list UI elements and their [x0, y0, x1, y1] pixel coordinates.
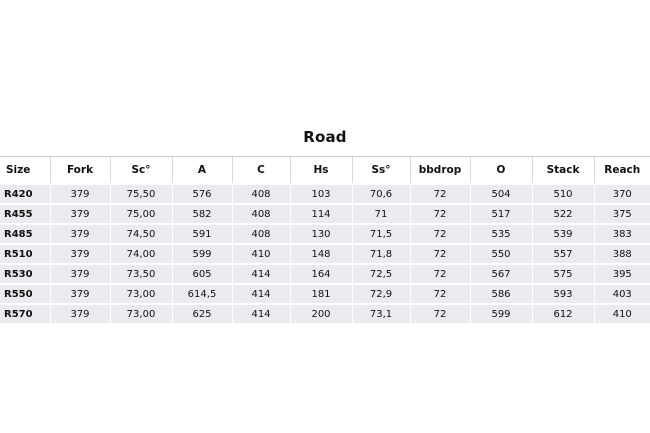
table-cell: 72 — [410, 204, 470, 224]
table-cell: 72,5 — [352, 264, 410, 284]
table-cell: 72 — [410, 184, 470, 204]
table-cell: 73,00 — [110, 284, 172, 304]
table-cell: 70,6 — [352, 184, 410, 204]
table-cell: 379 — [50, 264, 110, 284]
column-header-o: O — [470, 157, 532, 185]
column-header-reach: Reach — [594, 157, 650, 185]
table-cell: 383 — [594, 224, 650, 244]
table-row — [0, 264, 650, 284]
table-cell: 517 — [470, 204, 532, 224]
geometry-table — [0, 156, 650, 323]
table-cell: 130 — [290, 224, 352, 244]
table-cell: 72,9 — [352, 284, 410, 304]
size-cell: R510 — [0, 244, 50, 264]
table-row — [0, 284, 650, 304]
size-cell: R485 — [0, 224, 50, 244]
table-cell: 408 — [232, 184, 290, 204]
table-cell: 408 — [232, 204, 290, 224]
table-cell: 504 — [470, 184, 532, 204]
table-cell: 599 — [172, 244, 232, 264]
table-cell: 375 — [594, 204, 650, 224]
column-header-a: A — [172, 157, 232, 185]
column-header-fork: Fork — [50, 157, 110, 185]
table-title: Road — [303, 128, 347, 146]
table-cell: 103 — [290, 184, 352, 204]
table-cell: 567 — [470, 264, 532, 284]
size-cell: R570 — [0, 304, 50, 323]
table-cell: 72 — [410, 264, 470, 284]
column-header-stack: Stack — [532, 157, 594, 185]
table-cell: 550 — [470, 244, 532, 264]
table-cell: 599 — [470, 304, 532, 323]
table-cell: 72 — [410, 304, 470, 323]
table-cell: 625 — [172, 304, 232, 323]
table-cell: 73,50 — [110, 264, 172, 284]
table-cell: 414 — [232, 284, 290, 304]
table-cell: 75,00 — [110, 204, 172, 224]
table-row — [0, 204, 650, 224]
table-cell: 379 — [50, 284, 110, 304]
table-cell: 535 — [470, 224, 532, 244]
table-row — [0, 244, 650, 264]
table-cell: 164 — [290, 264, 352, 284]
table-cell: 576 — [172, 184, 232, 204]
table-cell: 403 — [594, 284, 650, 304]
column-header-c: C — [232, 157, 290, 185]
table-cell: 414 — [232, 304, 290, 323]
table-row — [0, 184, 650, 204]
table-cell: 72 — [410, 284, 470, 304]
table-cell: 612 — [532, 304, 594, 323]
size-cell: R420 — [0, 184, 50, 204]
table-cell: 522 — [532, 204, 594, 224]
table-cell: 370 — [594, 184, 650, 204]
table-cell: 71,5 — [352, 224, 410, 244]
table-cell: 379 — [50, 244, 110, 264]
table-cell: 557 — [532, 244, 594, 264]
table-cell: 388 — [594, 244, 650, 264]
column-header-bbdrop: bbdrop — [410, 157, 470, 185]
table-cell: 72 — [410, 244, 470, 264]
size-cell: R530 — [0, 264, 50, 284]
table-cell: 408 — [232, 224, 290, 244]
table-cell: 591 — [172, 224, 232, 244]
table-row — [0, 304, 650, 323]
column-header-hs: Hs — [290, 157, 352, 185]
table-cell: 410 — [232, 244, 290, 264]
table-cell: 148 — [290, 244, 352, 264]
table-cell: 510 — [532, 184, 594, 204]
table-cell: 200 — [290, 304, 352, 323]
size-cell: R550 — [0, 284, 50, 304]
column-header-head-angle: Ss° — [352, 157, 410, 185]
table-cell: 605 — [172, 264, 232, 284]
table-cell: 379 — [50, 184, 110, 204]
table-cell: 614,5 — [172, 284, 232, 304]
table-cell: 114 — [290, 204, 352, 224]
table-cell: 73,1 — [352, 304, 410, 323]
table-cell: 75,50 — [110, 184, 172, 204]
table-cell: 414 — [232, 264, 290, 284]
table-cell: 74,00 — [110, 244, 172, 264]
table-cell: 410 — [594, 304, 650, 323]
header-row — [0, 157, 650, 185]
table-cell: 379 — [50, 224, 110, 244]
table-cell: 181 — [290, 284, 352, 304]
table-cell: 582 — [172, 204, 232, 224]
size-cell: R455 — [0, 204, 50, 224]
table-cell: 379 — [50, 304, 110, 323]
table-cell: 71 — [352, 204, 410, 224]
table-row — [0, 224, 650, 244]
table-cell: 74,50 — [110, 224, 172, 244]
table-cell: 539 — [532, 224, 594, 244]
table-cell: 379 — [50, 204, 110, 224]
table-cell: 71,8 — [352, 244, 410, 264]
table-cell: 73,00 — [110, 304, 172, 323]
table-cell: 395 — [594, 264, 650, 284]
column-header-size: Size — [0, 157, 50, 185]
table-cell: 586 — [470, 284, 532, 304]
column-header-seat-angle: Sc° — [110, 157, 172, 185]
table-cell: 593 — [532, 284, 594, 304]
table-cell: 575 — [532, 264, 594, 284]
table-cell: 72 — [410, 224, 470, 244]
